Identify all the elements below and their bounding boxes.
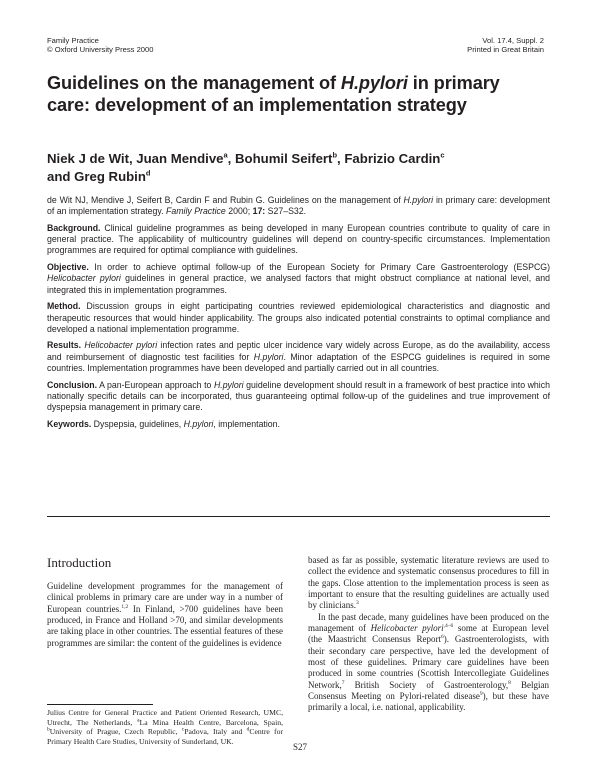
affiliations-footnote: Julius Centre for General Practice and Patient Oriented Research, UMC, Utrecht, The Netherlands, $^a$La Mina Health Centre, Barcelona, Spain, $^b$University of Prague, Czech Republic, $^c$Padova, Italy and $^d$Centre for Primary Health Care Studies, University of Sunderland, UK. bbox=[47, 708, 284, 746]
copyright: © Oxford University Press 2000 bbox=[47, 45, 154, 54]
printed-info: Printed in Great Britain bbox=[467, 45, 544, 54]
journal-header bbox=[47, 36, 153, 54]
footnote-divider bbox=[47, 704, 153, 705]
section-heading: Introduction bbox=[47, 555, 112, 570]
abstract bbox=[47, 195, 550, 435]
journal-name: Family Practice bbox=[47, 36, 99, 45]
abstract-method: Method. Discussion groups in eight participating countries reviewed epidemiological characteristics and diagnostic and therapeutic resources that would hinder applicability. The groups also indicated potential constraints to optimal compliance and developed a national implementation programme. bbox=[47, 301, 550, 334]
article-title: Guidelines on the management of H.pylori in primary care: development of an implementation strategy bbox=[47, 73, 500, 115]
abstract-objective: Objective. In order to achieve optimal follow-up of the European Society for Primary Care Gastroenterology (ESPCG) Helicobacter pylori guidelines in general practice, we analysed factors that might obstruct compliance at national level, and integrated this in implementation programmes. bbox=[47, 262, 550, 295]
left-column bbox=[47, 556, 283, 649]
body-paragraph-1: based as far as possible, systematic literature reviews are used to collect the evidence and systematic consensus procedures to fill in the gaps. Close attention to the implementation process is seen as important to ensure that the resulting guidelines are actually used by clinicians.$^3$ bbox=[308, 555, 549, 611]
body-paragraph-2: In the past decade, many guidelines have been produced on the management of Helicobacter pylori$^{,4-6}$ some at European level (the Maastricht Consensus Report$^6$). Gastroenterologists, with their secondary care perspective, have led the development of most of these guidelines. Primary care guidelines have been produced in some countries (Scottish Intercollegiate Guidelines Network,$^7$ British Society of Gastroenterology,$^8$ Belgian Consensus Meeting on Pylori-related disease$^9$), but these have primarily a local, i.e. national, applicability. bbox=[308, 611, 549, 713]
abstract-background: Background. Clinical guideline programmes as being developed in many European countries contribute to quality of care in general practice. The applicability of multicountry guidelines will depend on country-specific circumstances. Implementation programmes are required for optimal compliance with guidelines. bbox=[47, 222, 550, 256]
citation: de Wit NJ, Mendive J, Seifert B, Cardin F and Rubin G. Guidelines on the management of H.pylori in primary care: development of an implementation strategy. Family Practice 2000; 17: S27–S32. bbox=[47, 195, 550, 217]
volume-header bbox=[467, 36, 544, 54]
right-column bbox=[308, 555, 549, 714]
intro-paragraph: Guideline development programmes for the management of clinical problems in primary care are under way in a number of European countries.$^{1,2}$ In Finland, >700 guidelines have been produced, in France and Holland >70, and similar developments are taking place in other countries. The essential features of these programmes are similar: the content of the guidelines is evidence bbox=[47, 581, 283, 648]
keywords: Keywords. Dyspepsia, guidelines, H.pylori, implementation. bbox=[47, 418, 280, 429]
abstract-conclusion: Conclusion. A pan-European approach to H.pylori guideline development should result in a framework of best practice into which nationally specific details can be incorporated, thus guaranteeing optimal follow-up of the guidelines and true improvement of dyspepsia management in primary care. bbox=[47, 379, 550, 413]
author-list: Niek J de Wit, Juan Mendive$^a$, Bohumil Seifert$^b$, Fabrizio Cardin$^c$ and Greg Rubin$^d$ bbox=[47, 150, 445, 184]
abstract-divider bbox=[47, 516, 550, 517]
page-number: S27 bbox=[292, 742, 307, 752]
abstract-results: Results. Helicobacter pylori infection rates and peptic ulcer incidence vary widely across Europe, as do the availability, access and reimbursement of diagnostic test facilities for H.pylori. Minor adaptation of the ESPCG guidelines is required in some countries. Implementation programmes have been developed and partially carried out in all countries. bbox=[47, 340, 550, 374]
volume-info: Vol. 17.4, Suppl. 2 bbox=[482, 36, 544, 45]
